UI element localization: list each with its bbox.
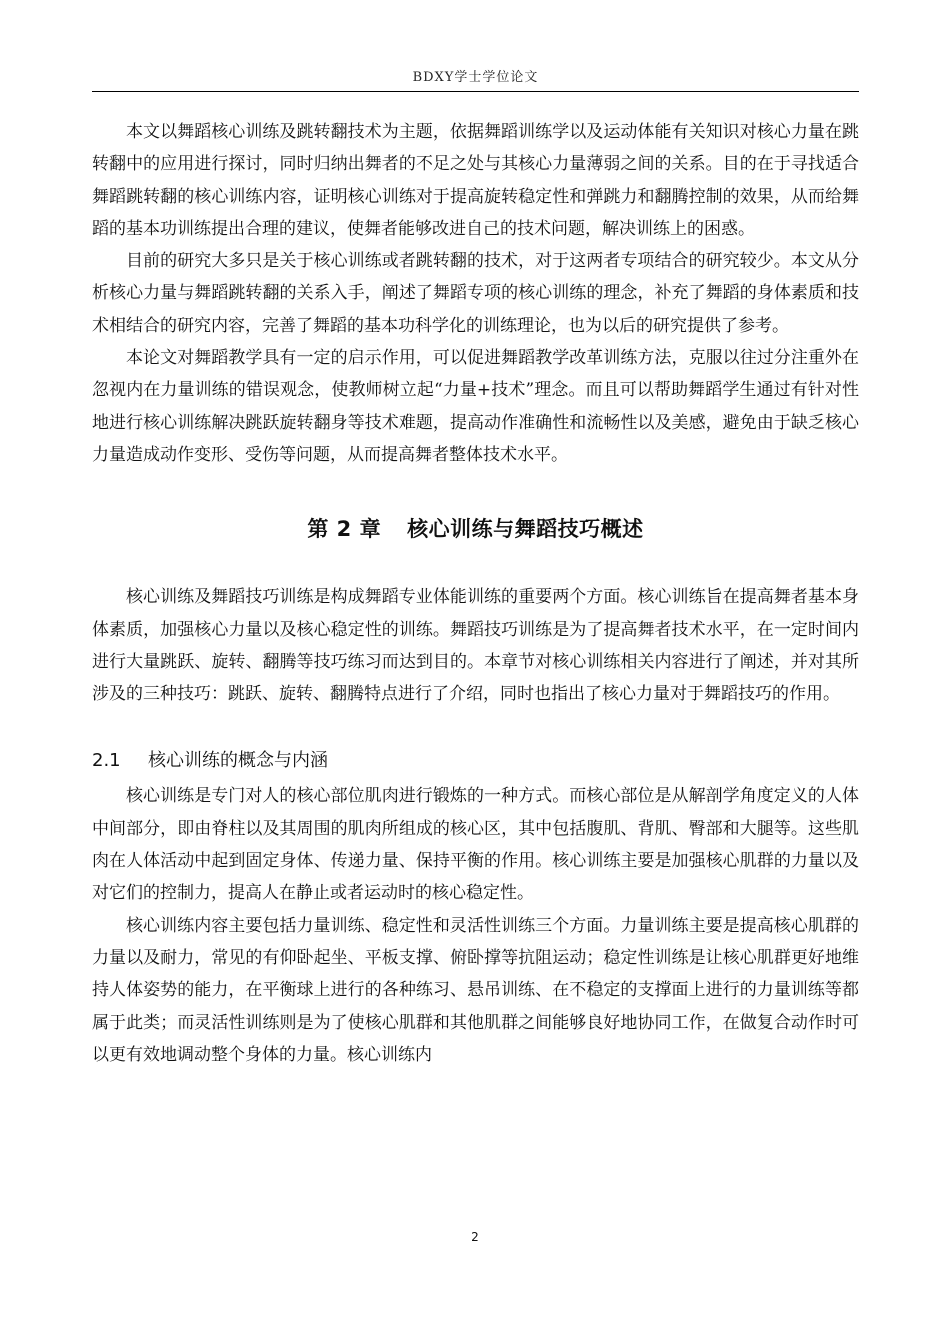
intro-paragraph-3: 本论文对舞蹈教学具有一定的启示作用，可以促进舞蹈教学改革训练方法，克服以往过分注重外在忽视内在力量训练的错误观念，使教师树立起“力量+技术”理念。而且可以帮助舞蹈学生通过有针对性地进行核心训练解决跳跃旋转翻身等技术难题，提高动作准确性和流畅性以及美感，避免由于缺乏核心力量造成动作变形、受伤等问题，从而提高舞者整体技术水平。 [92,348,859,465]
running-header: BDXY学士学位论文 [412,70,539,85]
section-heading [92,746,859,772]
section-number: 2.1 [92,750,121,772]
chapter-paragraph-1: 核心训练及舞蹈技巧训练是构成舞蹈专业体能训练的重要两个方面。核心训练旨在提高舞者基本身体素质，加强核心力量以及核心稳定性的训练。舞蹈技巧训练是为了提高舞者技术水平，在一定时间内进行大量跳跃、旋转、翻腾等技巧练习而达到目的。本章节对核心训练相关内容进行了阐述，并对其所涉及的三种技巧：跳跃、旋转、翻腾特点进行了介绍，同时也指出了核心力量对于舞蹈技巧的作用。 [92,587,859,705]
chapter-heading [92,513,859,543]
page-body [92,116,859,1071]
header-rule [92,91,859,92]
chapter-number: 第 2 章 [307,517,382,542]
section-paragraph-2: 核心训练内容主要包括力量训练、稳定性和灵活性训练三个方面。力量训练主要是提高核心肌群的力量以及耐力，常见的有仰卧起坐、平板支撑、俯卧撑等抗阻运动；稳定性训练是让核心肌群更好地维持人体姿势的能力，在平衡球上进行的各种练习、悬吊训练、在不稳定的支撑面上进行的力量训练等都属于此类；而灵活性训练则是为了使核心肌群和其他肌群之间能够良好地协同工作，在做复合动作时可以更有效地调动整个身体的力量。核心训练内 [92,915,859,1065]
chapter-title: 核心训练与舞蹈技巧概述 [407,517,644,542]
page-number: 2 [471,1230,479,1244]
intro-paragraph-2: 目前的研究大多只是关于核心训练或者跳转翻的技术，对于这两者专项结合的研究较少。本文从分析核心力量与舞蹈跳转翻的关系入手，阐述了舞蹈专项的核心训练的理念，补充了舞蹈的身体素质和技术相结合的研究内容，完善了舞蹈的基本功科学化的训练理论，也为以后的研究提供了参考。 [92,251,859,336]
section-paragraph-1: 核心训练是专门对人的核心部位肌肉进行锻炼的一种方式。而核心部位是从解剖学角度定义的人体中间部分，即由脊柱以及其周围的肌肉所组成的核心区，其中包括腹肌、背肌、臀部和大腿等。这些肌肉在人体活动中起到固定身体、传递力量、保持平衡的作用。核心训练主要是加强核心肌群的力量以及对它们的控制力，提高人在静止或者运动时的核心稳定性。 [92,786,859,904]
intro-paragraph-1: 本文以舞蹈核心训练及跳转翻技术为主题，依据舞蹈训练学以及运动体能有关知识对核心力量在跳转翻中的应用进行探讨，同时归纳出舞者的不足之处与其核心力量薄弱之间的关系。目的在于寻找适合舞蹈跳转翻的核心训练内容，证明核心训练对于提高旋转稳定性和弹跳力和翻腾控制的效果，从而给舞蹈的基本功训练提出合理的建议，使舞者能够改进自己的技术问题，解决训练上的困惑。 [92,122,859,239]
section-title: 核心训练的概念与内涵 [148,750,328,772]
